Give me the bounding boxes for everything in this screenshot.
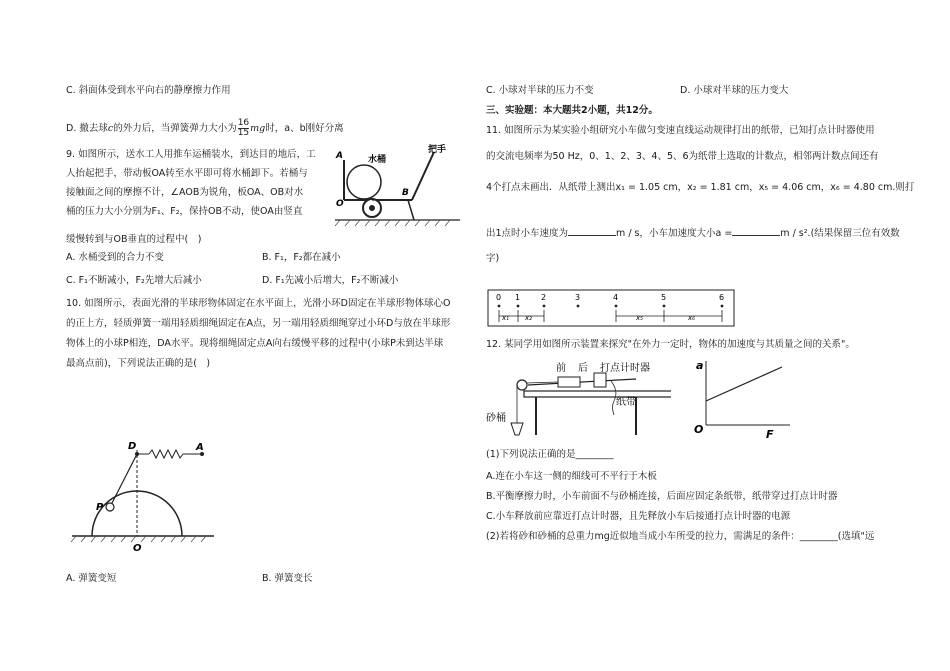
q10-option-d: D. 小球对半球的压力变大 xyxy=(680,85,789,96)
tape-point-dot xyxy=(577,305,580,308)
section-heading: 三、实验题：本大题共2小题，共12分。 xyxy=(486,105,658,116)
tape-point-label: 6 xyxy=(719,293,725,302)
q9-option-a: A. 水桶受到的合力不变 xyxy=(66,252,164,263)
tape-point-dot xyxy=(517,305,520,308)
q9-option-c: C. F₁不断减小，F₂先增大后减小 xyxy=(66,275,202,286)
q9-line5: 缓慢转到与OB垂直的过程中( ) xyxy=(66,234,202,245)
label-a: A xyxy=(336,151,343,161)
label-o-fig10: O xyxy=(133,543,142,554)
tape-point-label: 0 xyxy=(496,293,502,302)
seg-x6: x₆ xyxy=(688,314,695,322)
tape-point-dot xyxy=(543,305,546,308)
q11-line3: 4个打点未画出．从纸带上测出x₁ = 1.05 cm，x₂ = 1.81 cm，x₅ = 4.06 cm，x₆ = 4.80 cm.则打 xyxy=(486,182,915,193)
label-o: O xyxy=(336,199,344,209)
axis-f: F xyxy=(766,428,774,440)
q12-option-a: A.连在小车这一侧的细线可不平行于木板 xyxy=(486,471,657,482)
tape-point-label: 1 xyxy=(515,293,521,302)
label-b: B xyxy=(402,188,409,198)
label-tape: 纸带 xyxy=(616,397,636,408)
graph-line xyxy=(706,367,782,401)
q12-sub2: (2)若将砂和砂桶的总重力mg近似地当成小车所受的拉力，需满足的条件：________(选填"远 xyxy=(486,531,875,542)
a-f-graph xyxy=(690,355,800,440)
q12-option-c: C.小车释放前应靠近打点计时器，且先释放小车后接通打点计时器的电源 xyxy=(486,511,791,522)
q12-line1: 12. 某同学用如图所示装置来探究"在外力一定时，物体的加速度与其质量之间的关系"。 xyxy=(486,339,855,350)
q10-line2: 的正上方，轻质弹簧一端用轻质细绳固定在A点，另一端用轻质细绳穿过小环D与放在半球形 xyxy=(66,318,451,329)
q10-option-c: C. 小球对半球的压力不变 xyxy=(486,85,594,96)
q10-option-b: B. 弹簧变长 xyxy=(262,573,313,584)
option-c-q8: C. 斜面体受到水平向右的静摩擦力作用 xyxy=(66,85,231,96)
label-timer: 打点计时器 xyxy=(600,363,650,374)
paper-tape-figure xyxy=(486,288,738,330)
cart-figure xyxy=(330,140,465,230)
q9-option-d: D. F₁先减小后增大，F₂不断减小 xyxy=(262,275,399,286)
label-d: D xyxy=(128,441,137,452)
q12-option-b: B.平衡摩擦力时，小车前面不与砂桶连接，后面应固定条纸带，纸带穿过打点计时器 xyxy=(486,491,838,502)
q10-line3: 物体上的小球P相连，DA水平。现将细绳固定点A向右缓慢平移的过程中(小球P未到达半球 xyxy=(66,338,444,349)
q9-line3: 接触面之间的摩擦不计，∠AOB为锐角，板OA、OB对水 xyxy=(66,187,304,198)
label-sand-bucket: 砂桶 xyxy=(486,413,506,424)
q9-option-b: B. F₁，F₂都在减小 xyxy=(262,252,341,263)
seg-x5: x₅ xyxy=(636,314,643,322)
tape-point-label: 3 xyxy=(575,293,581,302)
seg-x1: x₁ xyxy=(502,314,509,322)
label-a-fig10: A xyxy=(196,442,204,453)
q11-line1: 11. 如图所示为某实验小组研究小车做匀变速直线运动规律打出的纸带，已知打点计时器使用 xyxy=(486,125,875,136)
q11-line5: 字) xyxy=(486,253,500,264)
hemisphere-figure xyxy=(64,436,224,556)
tape-point-label: 2 xyxy=(541,293,547,302)
axis-a: a xyxy=(696,359,704,372)
bucket-shape xyxy=(347,165,381,199)
q11-line2: 的交流电频率为50 Hz，0、1、2、3、4、5、6为纸带上选取的计数点，相邻两计数点间还有 xyxy=(486,151,879,162)
tape-point-dot xyxy=(498,305,501,308)
label-handle: 把手 xyxy=(428,145,447,155)
q9-line2: 人抬起把手，带动板OA转至水平即可将水桶卸下。若桶与 xyxy=(66,168,308,179)
label-back: 后 xyxy=(578,363,588,374)
label-bucket: 水桶 xyxy=(368,155,387,165)
option-d-q8: D. 撤去球c的外力后，当弹簧弹力大小为 $\frac{16}{15}$ mg时，a、b刚好分离 xyxy=(66,118,344,138)
label-p: P xyxy=(96,502,104,513)
q10-line1: 10. 如图所示，表面光滑的半球形物体固定在水平面上，光滑小环D固定在半球形物体球心O xyxy=(66,298,451,309)
q10-option-a: A. 弹簧变短 xyxy=(66,573,117,584)
tape-point-dot xyxy=(615,305,618,308)
label-front: 前 xyxy=(556,363,566,374)
seg-x2: x₂ xyxy=(525,314,532,322)
tape-point-label: 5 xyxy=(661,293,667,302)
q11-line4: 出1点时小车速度为 m / s，小车加速度大小a = m / s².(结果保留三位有效数 xyxy=(486,225,900,241)
apparatus-figure xyxy=(486,355,671,445)
q10-line4: 最高点前)，下列说法正确的是( ) xyxy=(66,358,211,369)
q12-sub1: (1)下列说法正确的是________ xyxy=(486,449,614,460)
tape-point-label: 4 xyxy=(613,293,619,302)
tape-point-dot xyxy=(663,305,666,308)
axis-origin: O xyxy=(694,423,704,436)
q9-line4: 桶的压力大小分别为F₁、F₂，保持OB不动，使OA由竖直 xyxy=(66,206,303,217)
tape-point-dot xyxy=(721,305,724,308)
q9-line1: 9. 如图所示，送水工人用推车运桶装水，到达目的地后，工 xyxy=(66,149,316,160)
